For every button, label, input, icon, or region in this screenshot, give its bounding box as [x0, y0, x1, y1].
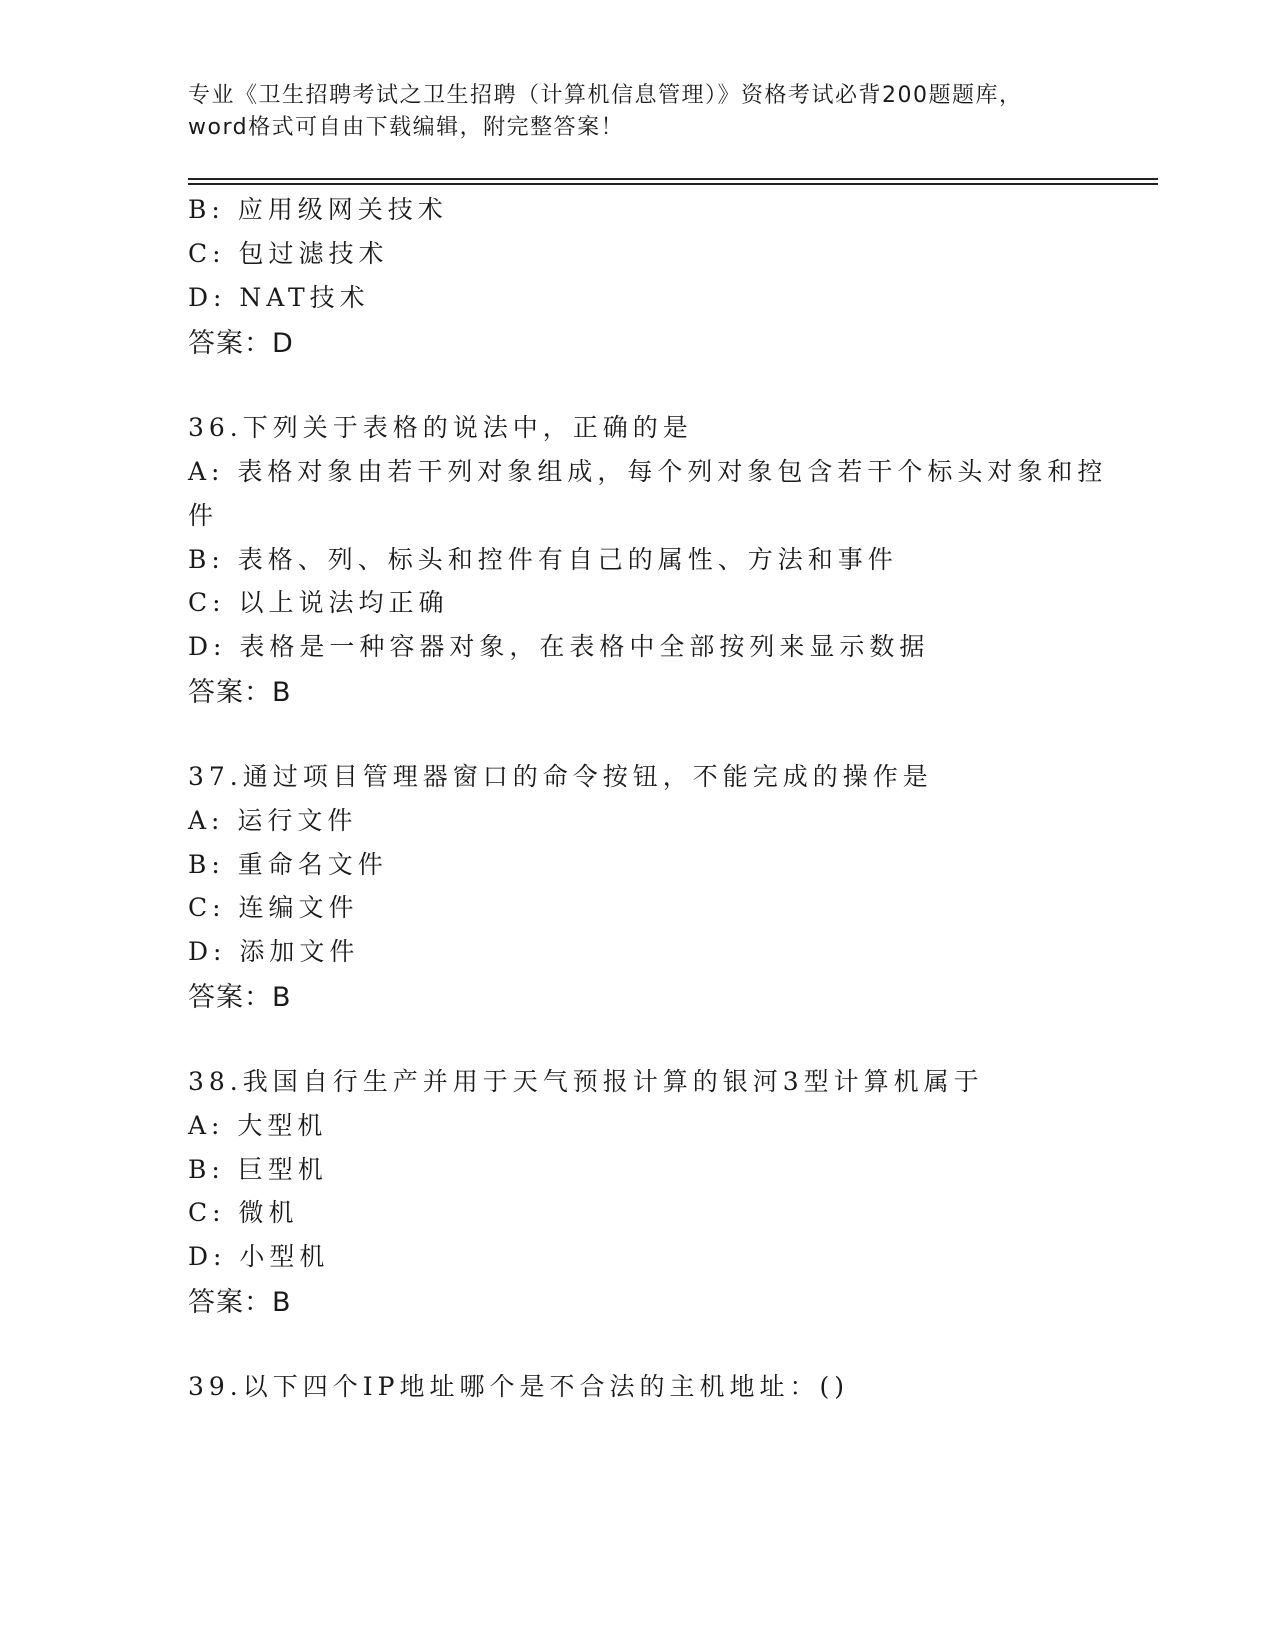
q38-option-a: A: 大型机 [188, 1111, 328, 1140]
q38-option-b: B: 巨型机 [188, 1155, 328, 1184]
header-divider-top [188, 178, 1158, 180]
q38-option-c: C: 微机 [188, 1198, 299, 1227]
q37-option-a: A: 运行文件 [188, 806, 358, 835]
header-divider-bottom [188, 183, 1158, 185]
q37-answer: 答案：B [188, 982, 292, 1013]
q38-question: 38.我国自行生产并用于天气预报计算的银河3型计算机属于 [188, 1067, 984, 1096]
q36-option-b: B: 表格、列、标头和控件有自己的属性、方法和事件 [188, 545, 898, 574]
q36-option-c: C: 以上说法均正确 [188, 588, 449, 617]
q37-option-b: B: 重命名文件 [188, 850, 388, 879]
q36-answer: 答案：B [188, 677, 292, 708]
q38-answer: 答案：B [188, 1287, 292, 1318]
header-title-line-1: 专业《卫生招聘考试之卫生招聘（计算机信息管理）》资格考试必背200题题库， [188, 83, 1023, 108]
header-title-line-2: word格式可自由下载编辑，附完整答案！ [188, 115, 625, 140]
q35-option-d: D: NAT技术 [188, 283, 370, 312]
q39-question: 39.以下四个IP地址哪个是不合法的主机地址：() [188, 1372, 849, 1401]
q36-option-d: D: 表格是一种容器对象，在表格中全部按列来显示数据 [188, 632, 930, 661]
q35-option-c: C: 包过滤技术 [188, 239, 389, 268]
q38-option-d: D: 小型机 [188, 1242, 330, 1271]
q36-question: 36.下列关于表格的说法中，正确的是 [188, 413, 693, 442]
q37-question: 37.通过项目管理器窗口的命令按钮，不能完成的操作是 [188, 762, 933, 791]
q35-option-b: B: 应用级网关技术 [188, 195, 448, 224]
q36-option-a-line-1: A: 表格对象由若干列对象组成，每个列对象包含若干个标头对象和控 [188, 457, 1108, 486]
q37-option-c: C: 连编文件 [188, 893, 359, 922]
q35-answer: 答案：D [188, 328, 294, 359]
q36-option-a-line-2: 件 [188, 501, 219, 530]
q37-option-d: D: 添加文件 [188, 937, 360, 966]
